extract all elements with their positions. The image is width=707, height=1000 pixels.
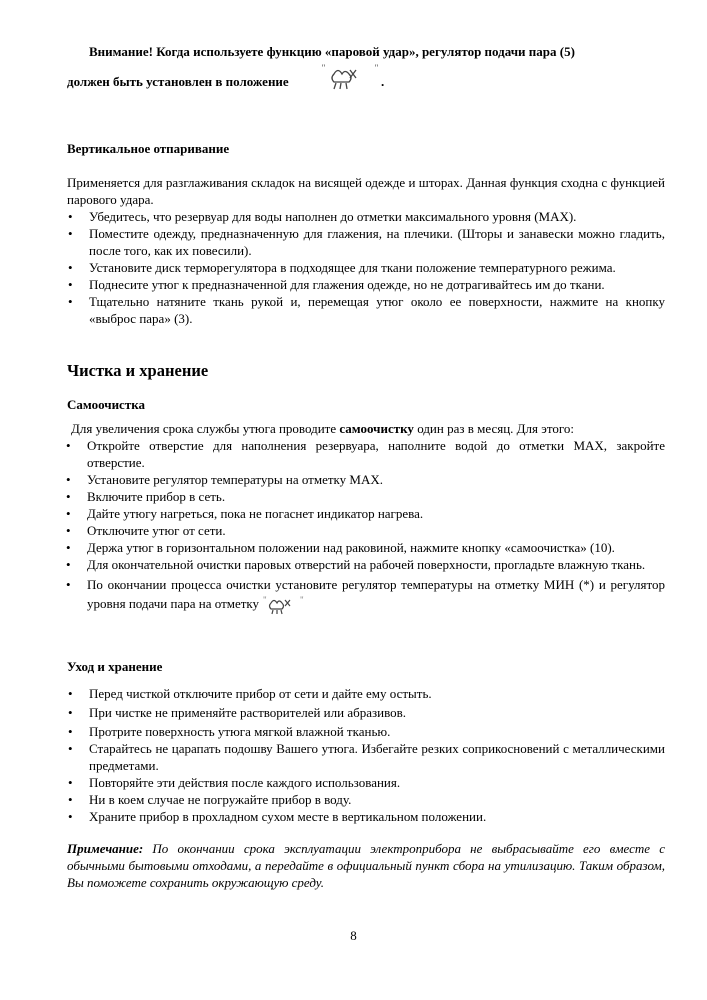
warning-end: .: [381, 74, 385, 89]
note-text: По окончании срока эксплуатации электроприбора не выбрасывайте его вместе с обычными бытовыми отходами, а передайте в официальный пункт сбора на утилизацию. Таким образом, Вы поможете сохранить окружающую среду.: [67, 841, 665, 890]
list-item: • Установите диск терморегулятора в подходящее для ткани положение температурного режима.: [68, 260, 616, 275]
page-number: 8: [350, 928, 357, 943]
selfclean-heading: Самоочистка: [67, 397, 146, 412]
warning-text: Внимание! Когда используете функцию «паровой удар», регулятор подачи пара (5): [89, 44, 575, 59]
list-item: • Храните прибор в прохладном сухом месте в вертикальном положении.: [68, 809, 487, 824]
list-item: • Откройте отверстие для наполнения резервуара, наполните водой до отметки MAX, закройте отверстие.: [66, 438, 665, 470]
list-item: • При чистке не применяйте растворителей или абразивов.: [68, 705, 407, 720]
note-label: Примечание:: [67, 841, 144, 856]
list-item: • Дайте утюгу нагреться, пока не погаснет индикатор нагрева.: [66, 506, 424, 521]
list-item: • Протрите поверхность утюга мягкой влажной тканью.: [68, 724, 391, 739]
svg-text:": ": [263, 595, 267, 606]
list-item: • Держа утюг в горизонтальном положении над раковиной, нажмите кнопку «самоочистка» (10).: [66, 540, 615, 555]
selfclean-intro: Для увеличения срока службы утюга проводите самоочистку один раз в месяц. Для этого:: [71, 421, 574, 436]
list-item: • Старайтесь не царапать подошву Вашего утюга. Избегайте резких соприкосновений с металлическими предметами.: [68, 741, 665, 773]
list-item: • Перед чисткой отключите прибор от сети и дайте ему остыть.: [68, 686, 432, 701]
list-item: • Включите прибор в сеть.: [66, 489, 226, 504]
selfclean-list: [65, 437, 665, 615]
warning-text-2: должен быть установлен в положение: [67, 74, 289, 89]
warning-line-2: [67, 62, 665, 92]
note-paragraph: [67, 840, 665, 891]
list-item: • Тщательно натяните ткань рукой и, перемещая утюг около ее поверхности, нажмите на кнопку «выброс пара» (3).: [68, 294, 665, 326]
list-item: • Отключите утюг от сети.: [66, 523, 226, 538]
list-item: • Поместите одежду, предназначенную для глажения, на плечики. (Шторы и занавески можно гладить, после того, как их повесили).: [68, 226, 665, 258]
svg-text:": ": [300, 595, 304, 606]
svg-text:": ": [374, 63, 379, 73]
list-item: • По окончании процесса очистки установите регулятор температуры на отметку МИН (*) и регулятор уровня подачи пара на отметку " ": [65, 575, 665, 615]
list-item: • Установите регулятор температуры на отметку MAX.: [66, 472, 383, 487]
list-item: • Убедитесь, что резервуар для воды наполнен до отметки максимального уровня (MAX).: [68, 209, 577, 224]
vertical-intro: Применяется для разглаживания складок на висящей одежде и шторах. Данная функция сходна с функцией парового удара.: [67, 175, 665, 207]
svg-text:": ": [321, 63, 326, 73]
care-heading: Уход и хранение: [67, 659, 163, 674]
list-item: • Поднесите утюг к предназначенной для глажения одежде, но не дотрагивайтесь им до ткани.: [68, 277, 605, 292]
warning-line-1: [67, 43, 665, 60]
steam-symbol-icon: [320, 62, 380, 90]
vertical-heading: Вертикальное отпаривание: [67, 141, 230, 156]
care-list: [67, 685, 665, 825]
steam-symbol-icon: [262, 595, 308, 615]
list-item: • Повторяйте эти действия после каждого использования.: [68, 775, 401, 790]
vertical-list: [67, 208, 665, 327]
list-item: • Ни в коем случае не погружайте прибор в воду.: [68, 792, 352, 807]
list-item: • Для окончательной очистки паровых отверстий на рабочей поверхности, прогладьте влажную ткань.: [66, 557, 646, 572]
cleaning-title: Чистка и хранение: [67, 361, 209, 380]
